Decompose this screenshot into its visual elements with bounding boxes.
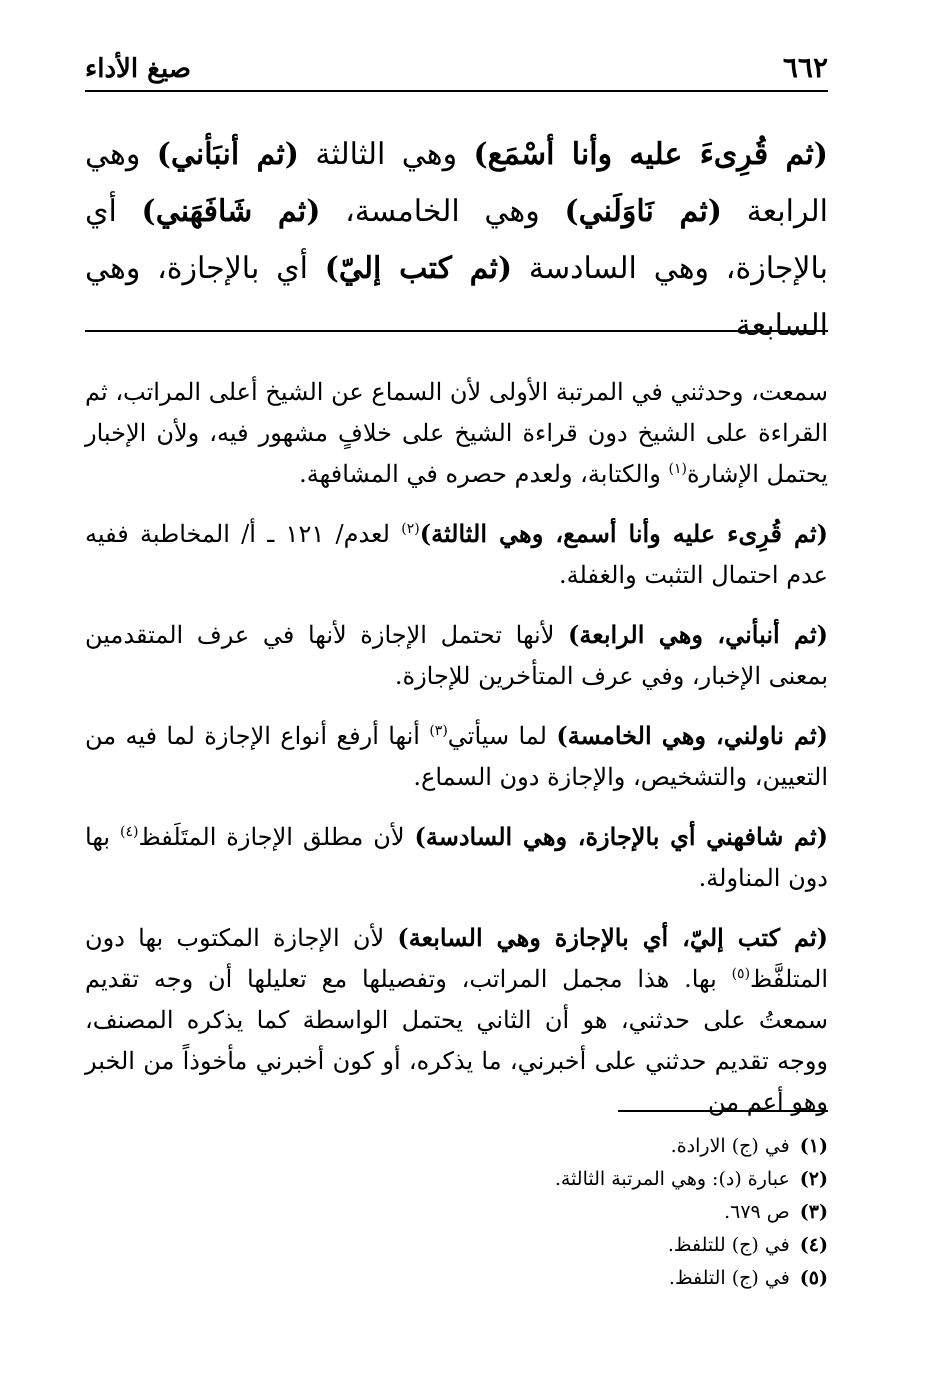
- footnote-marker: (١): [668, 461, 687, 477]
- main-text-bold-segment: (ثم نَاوَلَني): [564, 194, 722, 229]
- main-text-bold-segment: (ثم كتب إليّ): [324, 251, 513, 286]
- main-text-bold-segment: (ثم شَافَهَني): [141, 194, 321, 229]
- footnote-marker: (٣): [429, 723, 448, 739]
- commentary-segment: لعدم/ ١٢١ ـ أ/ المخاطبة ففيه عدم احتمال التثبت والغفلة.: [85, 520, 828, 589]
- commentary-paragraph: [85, 513, 828, 596]
- footnote-marker: (٤): [119, 824, 139, 840]
- commentary: [85, 372, 828, 1141]
- footnote-text: في (ج) للتلفظ.: [667, 1234, 790, 1256]
- footnote-number: (١): [799, 1135, 828, 1157]
- footnote: [328, 1130, 828, 1163]
- commentary-segment: والكتابة، ولعدم حصره في المشافهة.: [299, 460, 669, 488]
- footnote: [328, 1196, 828, 1229]
- footnote-marker: (٢): [401, 521, 420, 537]
- commentary-segment: لأن الإجازة المكتوب بها دون المتلفَّظ: [85, 924, 828, 993]
- page-header: [85, 40, 828, 92]
- main-text-segment: وهي الخامسة،: [320, 194, 565, 229]
- footnotes: [328, 1130, 828, 1295]
- commentary-paragraph: [85, 715, 828, 798]
- commentary-bold-segment: (ثم قُرِىء عليه وأنا أسمع، وهي الثالثة): [419, 519, 828, 548]
- footnote-number: (٤): [799, 1234, 828, 1256]
- running-title: صيغ الأداء: [85, 54, 191, 84]
- commentary-bold-segment: (ثم شافهني أي بالإجازة، وهي السادسة): [414, 822, 829, 851]
- footnote-divider: [618, 1110, 828, 1112]
- commentary-bold-segment: (ثم ناولني، وهي الخامسة): [556, 721, 828, 750]
- commentary-paragraph: [85, 917, 828, 1123]
- main-text-segment: وهي الرابعة: [85, 137, 828, 229]
- commentary-segment: لأنها تحتمل الإجازة لأنها في عرف المتقدمين بمعنى الإخبار، وفي عرف المتأخرين للإجازة.: [85, 621, 828, 690]
- commentary-segment: أنها أرفع أنواع الإجازة لما فيه من التعيين، والتشخيص، والإجازة دون السماع.: [85, 722, 828, 791]
- main-text-segment: وهي الثالثة: [299, 137, 474, 172]
- main-text-segment: أي بالإجازة، وهي السابعة: [85, 251, 828, 343]
- footnote: [328, 1262, 828, 1295]
- main-text-segment: أي بالإجازة، وهي السادسة: [85, 194, 828, 286]
- commentary-paragraph: [85, 816, 828, 899]
- footnote-number: (٥): [799, 1267, 828, 1289]
- commentary-bold-segment: (ثم أنبأني، وهي الرابعة): [568, 620, 829, 649]
- main-text-bold-segment: (ثم قُرِىءَ عليه وأنا أسْمَع): [473, 137, 828, 172]
- footnote-number: (٣): [799, 1201, 828, 1223]
- commentary-segment: بها دون المناولة.: [85, 823, 828, 892]
- commentary-paragraph: [85, 614, 828, 697]
- commentary-segment: لما سيأتي: [447, 722, 557, 750]
- footnote: [328, 1163, 828, 1196]
- footnote-text: ص ٦٧٩.: [724, 1201, 790, 1223]
- main-text-bold-segment: (ثم أنبَأني): [156, 137, 299, 172]
- footnote-marker: (٥): [731, 966, 751, 982]
- footnote-text: عبارة (د): وهي المرتبة الثالثة.: [554, 1168, 790, 1190]
- footnote-text: في (ج) التلفظ.: [668, 1267, 790, 1289]
- footnote: [328, 1229, 828, 1262]
- commentary-paragraph: [85, 372, 828, 495]
- commentary-segment: بها. هذا مجمل المراتب، وتفصيلها مع تعليلها أن وجه تقديم سمعتُ على حدثني، هو أن الثاني يحتمل الواسطة كما يذكره المصنف، ووجه تقديم حدثني على أخبرني، ما يذكره، أو كون أخبرني مأخوذاً من الخبر وهو أعم من: [85, 965, 828, 1116]
- commentary-bold-segment: (ثم كتب إليّ، أي بالإجازة وهي السابعة): [397, 923, 828, 952]
- footnote-number: (٢): [799, 1168, 828, 1190]
- main-text: [85, 126, 828, 354]
- section-divider: [85, 330, 828, 332]
- commentary-segment: لأن مطلق الإجازة المتَلَفظ: [138, 823, 415, 851]
- commentary-segment: سمعت، وحدثني في المرتبة الأولى لأن السماع عن الشيخ أعلى المراتب، ثم القراءة على الشيخ دون قراءة الشيخ على خلافٍ مشهور فيه، ولأن الإخبار يحتمل الإشارة: [85, 378, 828, 488]
- footnote-text: في (ج) الارادة.: [670, 1135, 790, 1157]
- page-number: ٦٦٢: [782, 51, 828, 84]
